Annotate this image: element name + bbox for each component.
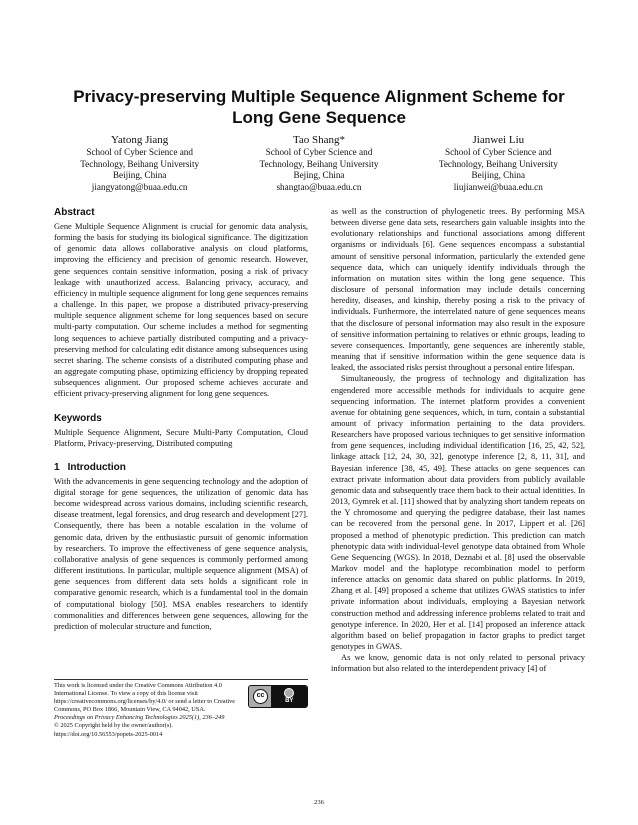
intro-paragraph-2: Simultaneously, the progress of technology and digitalization has engendered more accessible methods for individuals to acquire gene sequencing information. The internet platform provides a convenient avenue for obtaining gene sequences, which, in turn, contain a substantial amount of privacy information pertaining to the data providers. Researchers have proposed various techniques to get sensitive information from gene sequences, including individual identification [16, 25, 42, 52], linkage attack [12, 24, 30, 32], genotype inference [2, 8, 11, 31], and Bayesian inference [38, 45, 49]. These attacks on gene sequences can extract private information about data providers from publicly available genomic data and subsequently trace them back to their actual identities. In 2013, Gymrek et al. [11] showed that by analyzing short tandem repeats on the Y chromosome and querying the pedigree database, their last names can be recovered from the personal gene. In 2017, Lippert et al. [26] proposed a method of phenotypic prediction. This prediction can match phenotypic data with individual-level genotype data obtained from Whole Gene Sequencing (WGS). In 2018, Deznabi et al. [8] used the observable Markov model and the haplotype recombination model to perform inference attacks on genomic data shared on public platforms. In 2019, Zhang et al. [49] proposed a scheme that utilizes GWAS statistics to infer private information about individuals, employing a Bayesian network construction method and addressing inference problems related to trait and genotype inference. In 2020, Her et al. [14] proposed an inference attack algorithm based on belief propagation in factor graphs to predict target genotypes in GWAS. xyxy=(331,373,585,652)
page-number: 236 xyxy=(314,799,324,806)
author-affiliation: School of Cyber Science and xyxy=(265,147,373,157)
section-number: 1 xyxy=(54,461,60,473)
by-attribution-icon xyxy=(271,686,307,707)
by-label: BY xyxy=(285,698,294,704)
author-affiliation: School of Cyber Science and xyxy=(444,147,552,157)
author-1 xyxy=(50,133,229,193)
cc-by-license-badge xyxy=(248,685,308,708)
intro-paragraph-1-continued: as well as the construction of phylogenetic trees. By performing MSA between diverse gene data sets, researchers gain valuable insights into the evolutionary relationships and functional associations among different organisms or individuals [6]. Gene sequences encompass a substantial amount of sensitive personal information, particularly the extended gene sequence data, which can uniquely identify individuals through the information on mutation sites within the long gene sequence. This disclosure of personal information may include details concerning heredity, diseases, and kinship, thereby posing a risk to the privacy of individuals. Furthermore, the interrelated nature of gene sequences means that the disclosure of personal information may also result in the exposure of sensitive information pertaining to relatives or ethnic groups, leading to severe consequences. Importantly, gene sequences are inherently stable, meaning that if sensitive information within the gene sequence data is leaked, the associated risks persist throughout a personal entire lifespan. xyxy=(331,206,585,373)
copyright-line: © 2025 Copyright held by the owner/author(s). xyxy=(54,722,173,730)
right-column xyxy=(331,206,585,675)
author-affiliation: Technology, Beihang University xyxy=(259,158,379,169)
proceedings-line: Proceedings on Privacy Enhancing Technologies 2025(1), 236–249 xyxy=(54,714,225,722)
title-line-1: Privacy-preserving Multiple Sequence Alignment Scheme for xyxy=(73,87,565,106)
author-block xyxy=(50,133,588,193)
cc-logo-icon xyxy=(249,686,271,707)
author-affiliation: Technology, Beihang University xyxy=(438,158,558,169)
keywords-heading: Keywords xyxy=(54,412,102,424)
left-column xyxy=(54,206,308,632)
author-email: jiangyatong@buaa.edu.cn xyxy=(91,181,188,192)
abstract-heading: Abstract xyxy=(54,207,95,218)
license-text: This work is licensed under the Creative Commons Attribution 4.0 International License. To view a copy of this license visit https://creativecommons.org/licenses/by/4.0/ or send a letter to Creative Commons, PO Box 1866, Mountain View, CA 94042, USA. xyxy=(54,682,236,714)
abstract-text: Gene Multiple Sequence Alignment is crucial for genomic data analysis, forming the basis for studying its biological significance. The digitization of genomic data allows collaborative analysis on cloud platforms, improving the efficiency and precision of genomic research. However, gene sequences contain sensitive information, posing a risk of privacy leakage with unauthorized access. Balancing privacy, accuracy, and efficiency in multiple sequence alignment for long gene sequences remains a challenge. In this paper, we propose a distributed privacy-preserving multiple sequence alignment scheme for long sequences based on secure multi-party computation. Our scheme includes a method for segmenting long sequences to achieve partially distributed computing and a privacy-preserving method for calculating edit distance among subsequences using secret sharing. The scheme consists of a distributed computing phase and an aggregate computing phase, optimizing efficiency by dropping repeated subsequences alignment. Our proposed scheme achieves accurate and efficient privacy-preserving alignment for long gene sequences. xyxy=(54,221,308,399)
author-name: Jianwei Liu xyxy=(472,134,525,146)
paper-title xyxy=(40,86,598,128)
author-name: Yatong Jiang xyxy=(111,134,169,146)
cc-circle: cc xyxy=(253,689,268,704)
author-email: liujianwei@buaa.edu.cn xyxy=(453,181,543,192)
license-row xyxy=(54,682,308,714)
doi-link[interactable]: https://doi.org/10.56553/popets-2025-0014 xyxy=(54,730,163,738)
author-location: Bejing, China xyxy=(293,170,345,181)
author-location: Beijing, China xyxy=(112,170,167,181)
author-affiliation: Technology, Beihang University xyxy=(80,158,200,169)
author-affiliation: School of Cyber Science and xyxy=(86,147,193,157)
author-email: shangtao@buaa.edu.cn xyxy=(276,181,362,192)
intro-paragraph-3: As we know, genomic data is not only related to personal privacy information but also related to the interdependent privacy [4] of xyxy=(331,652,585,674)
author-3 xyxy=(409,133,588,193)
title-line-2: Long Gene Sequence xyxy=(232,108,406,127)
section-title: Introduction xyxy=(67,461,126,473)
introduction-heading xyxy=(54,461,308,474)
author-2 xyxy=(229,133,408,193)
author-name: Tao Shang* xyxy=(292,134,346,146)
author-location: Beijing, China xyxy=(471,170,526,181)
keywords-text: Multiple Sequence Alignment, Secure Multi-Party Computation, Cloud Platform, Privacy-preserving, Distributed computing xyxy=(54,426,308,448)
person-icon xyxy=(284,688,294,698)
intro-paragraph-1: With the advancements in gene sequencing technology and the adoption of digital storage for gene sequences, the utilization of genomic data has become widespread across various domains, including scientific research, disease treatment, legal forensics, and drug research and development [27]. Consequently, there has been a notable escalation in the volume of genomic data, driven by the enthusiastic pursuit of genomic information by researchers. To improve the effectiveness of gene sequence analysis, collaborative analysis of gene sequences is commonly performed among different institutions. In particular, multiple sequence alignment (MSA) of gene sequences from different data sets holds a significant role in comparative genomic research, which is a fundamental tool in the domain of computational biology [50]. MSA enables researchers to identify commonalities and differences between gene sequences, allowing for the prediction of molecular structure and function, xyxy=(54,475,308,631)
license-footnote xyxy=(54,679,308,739)
